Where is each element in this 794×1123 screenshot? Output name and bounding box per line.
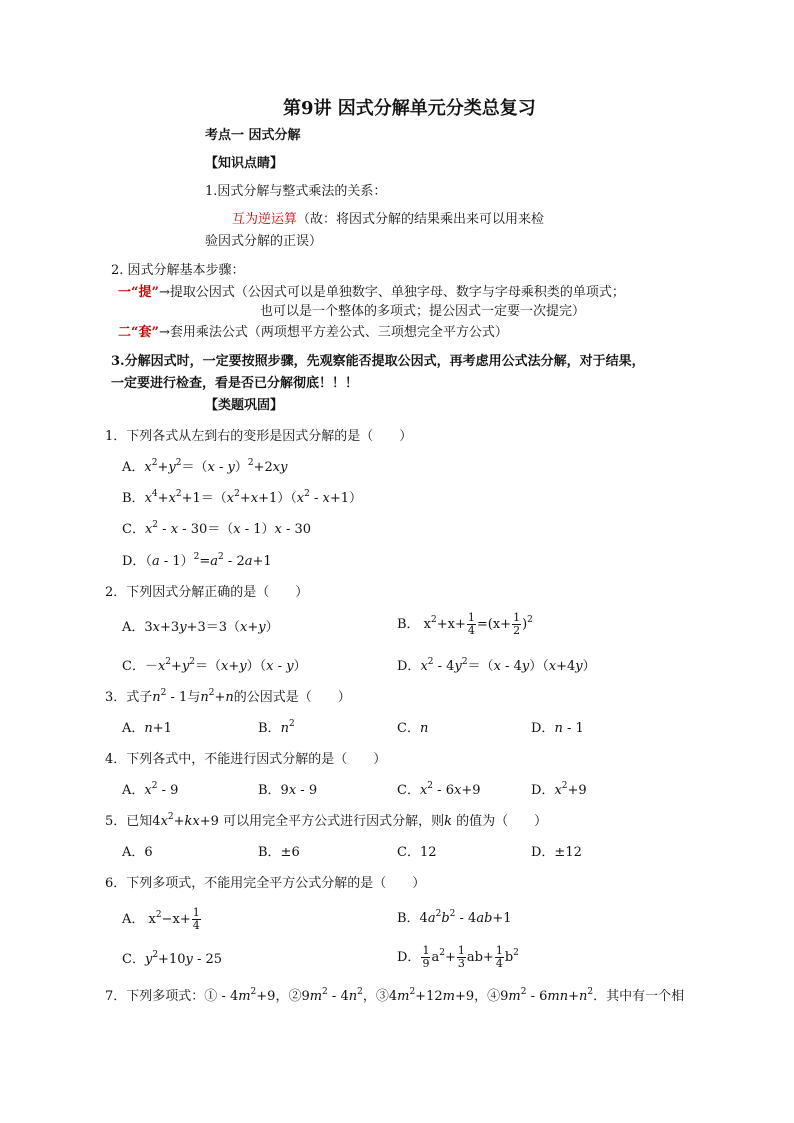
q2-option-b: B． $x^2+x+$ $\frac{1}{4}$ =(x+ $\frac{1}{2}$ )$^2$ bbox=[397, 611, 533, 637]
q1-option-b: B．$x^4+x^2+1=(x^2+x+1)(x^2 - x+1)$ bbox=[122, 489, 363, 506]
knowledge-heading: 【知识点睛】 bbox=[205, 156, 284, 171]
point-3-line-2: 一定要进行检查，看是否已分解彻底！！！ bbox=[111, 376, 359, 391]
q4-option-b: B．9x - 9 bbox=[258, 783, 318, 798]
q7-text-a: 7．下列多项式： bbox=[105, 989, 205, 1004]
step-2 bbox=[118, 324, 508, 342]
q2-option-a: A．3x+3y+3＝3（x+y） bbox=[122, 620, 279, 635]
arrow-icon: → bbox=[158, 325, 170, 340]
point-1-detail bbox=[232, 211, 544, 229]
q3-text-b: 与 bbox=[187, 690, 201, 705]
q6-option-a: A． $x^2-x+$ $\frac{1}{4}$ bbox=[122, 906, 200, 932]
q7-text-b: ．其中有一个相 bbox=[593, 989, 685, 1004]
point-1: 1.因式分解与整式乘法的关系： bbox=[205, 184, 387, 199]
arrow-icon: → bbox=[158, 285, 170, 300]
question-3: 3．式子$n^2 - 1$与$n^2+n$的公因式是（ ） bbox=[105, 688, 351, 705]
step-1 bbox=[118, 284, 625, 302]
inverse-operation-label: 互为逆运算 bbox=[232, 212, 298, 227]
q1-option-a: A．$x^2+y^2=(x - y)^2+2xy$ bbox=[122, 458, 288, 475]
q5-option-b: B．±6 bbox=[258, 845, 300, 860]
q4-option-d: D．$x^2+9$ bbox=[531, 781, 587, 798]
q5-text-a: 5．已知 bbox=[105, 814, 153, 829]
q4-option-c: C．$x^2 - 6x+9$ bbox=[397, 781, 481, 798]
q3-option-a: A．n+1 bbox=[122, 721, 172, 736]
q2-option-c: C．$-x^2+y^2=(x+y)(x - y)$ bbox=[122, 657, 307, 674]
point-3-line-1: 3.分解因式时，一定要按照步骤，先观察能否提取公因式，再考虑用公式法分解，对于结果， bbox=[111, 354, 645, 369]
q4-option-a: A．$x^2 - 9$ bbox=[122, 781, 179, 798]
q5-option-c: C．12 bbox=[397, 845, 437, 860]
q6-option-b: B．$4a^2b^2 - 4ab+1$ bbox=[397, 909, 512, 926]
q2-option-d: D．$x^2 - 4y^2=(x - 4y)(x+4y)$ bbox=[397, 657, 596, 674]
q5-text-c: 的值为（ ） bbox=[456, 814, 548, 829]
step-2-label: 二“套” bbox=[118, 325, 159, 340]
q3-option-b: B．$n^2$ bbox=[258, 719, 295, 736]
q5-text-b: 可以用完全平方公式进行因式分解，则 bbox=[223, 814, 445, 829]
question-2: 2．下列因式分解正确的是（ ） bbox=[105, 585, 309, 600]
section-heading: 考点一 因式分解 bbox=[205, 128, 301, 143]
step-1-label: 一“提” bbox=[118, 285, 159, 300]
q6-option-d: D． $\frac{1}{9}$ $a^2+$ $\frac{1}{3}$ ab+ $\frac{1}{4}$ $b^2$ bbox=[397, 944, 519, 970]
point-1-cont: 验因式分解的正误） bbox=[205, 234, 323, 249]
exercises-heading: 【类题巩固】 bbox=[205, 398, 284, 413]
question-4: 4．下列各式中，不能进行因式分解的是（ ） bbox=[105, 752, 387, 767]
page-title: 第9讲 因式分解单元分类总复习 bbox=[283, 98, 536, 119]
question-7: 7．下列多项式：① - $4m^2+9$，$②9m^2 - 4n^2$，$③4m^2+12m+9$，$④9m^2 - 6mn+n^2$．其中有一个相 bbox=[105, 987, 685, 1004]
step-2-text: 套用乘法公式（两项想平方差公式、三项想完全平方公式） bbox=[169, 325, 508, 340]
q1-option-c: C．$x^2 - x - 30=(x - 1)x - 30$ bbox=[122, 520, 312, 537]
step-1-text: 提取公因式（公因式可以是单独数字、单独字母、数字与字母乘积类的单项式； bbox=[169, 285, 625, 300]
q6-option-c: C．$y^2+10y - 25$ bbox=[122, 950, 223, 967]
q3-text-c: 的公因式是（ ） bbox=[233, 690, 351, 705]
question-5: 5．已知$4x^2+kx+9$ 可以用完全平方公式进行因式分解，则k 的值为（ ） bbox=[105, 812, 548, 829]
q5-option-a: A．6 bbox=[122, 845, 153, 860]
q5-option-d: D．±12 bbox=[531, 845, 582, 860]
question-6: 6．下列多项式，不能用完全平方公式分解的是（ ） bbox=[105, 876, 426, 891]
point-2: 2. 因式分解基本步骤： bbox=[111, 263, 245, 278]
question-1: 1．下列各式从左到右的变形是因式分解的是（ ） bbox=[105, 429, 413, 444]
q3-text-a: 3．式子 bbox=[105, 690, 153, 705]
q3-option-c: C．n bbox=[397, 721, 429, 736]
q1-option-d: D．$(a - 1)^2=a^2 - 2a+1$ bbox=[122, 552, 272, 569]
point-1-rest: （故：将因式分解的结果乘出来可以用来检 bbox=[297, 212, 545, 227]
q3-option-d: D．n - 1 bbox=[531, 721, 584, 736]
step-1-cont: 也可以是一个整体的多项式；提公因式一定要一次提完） bbox=[260, 304, 586, 319]
